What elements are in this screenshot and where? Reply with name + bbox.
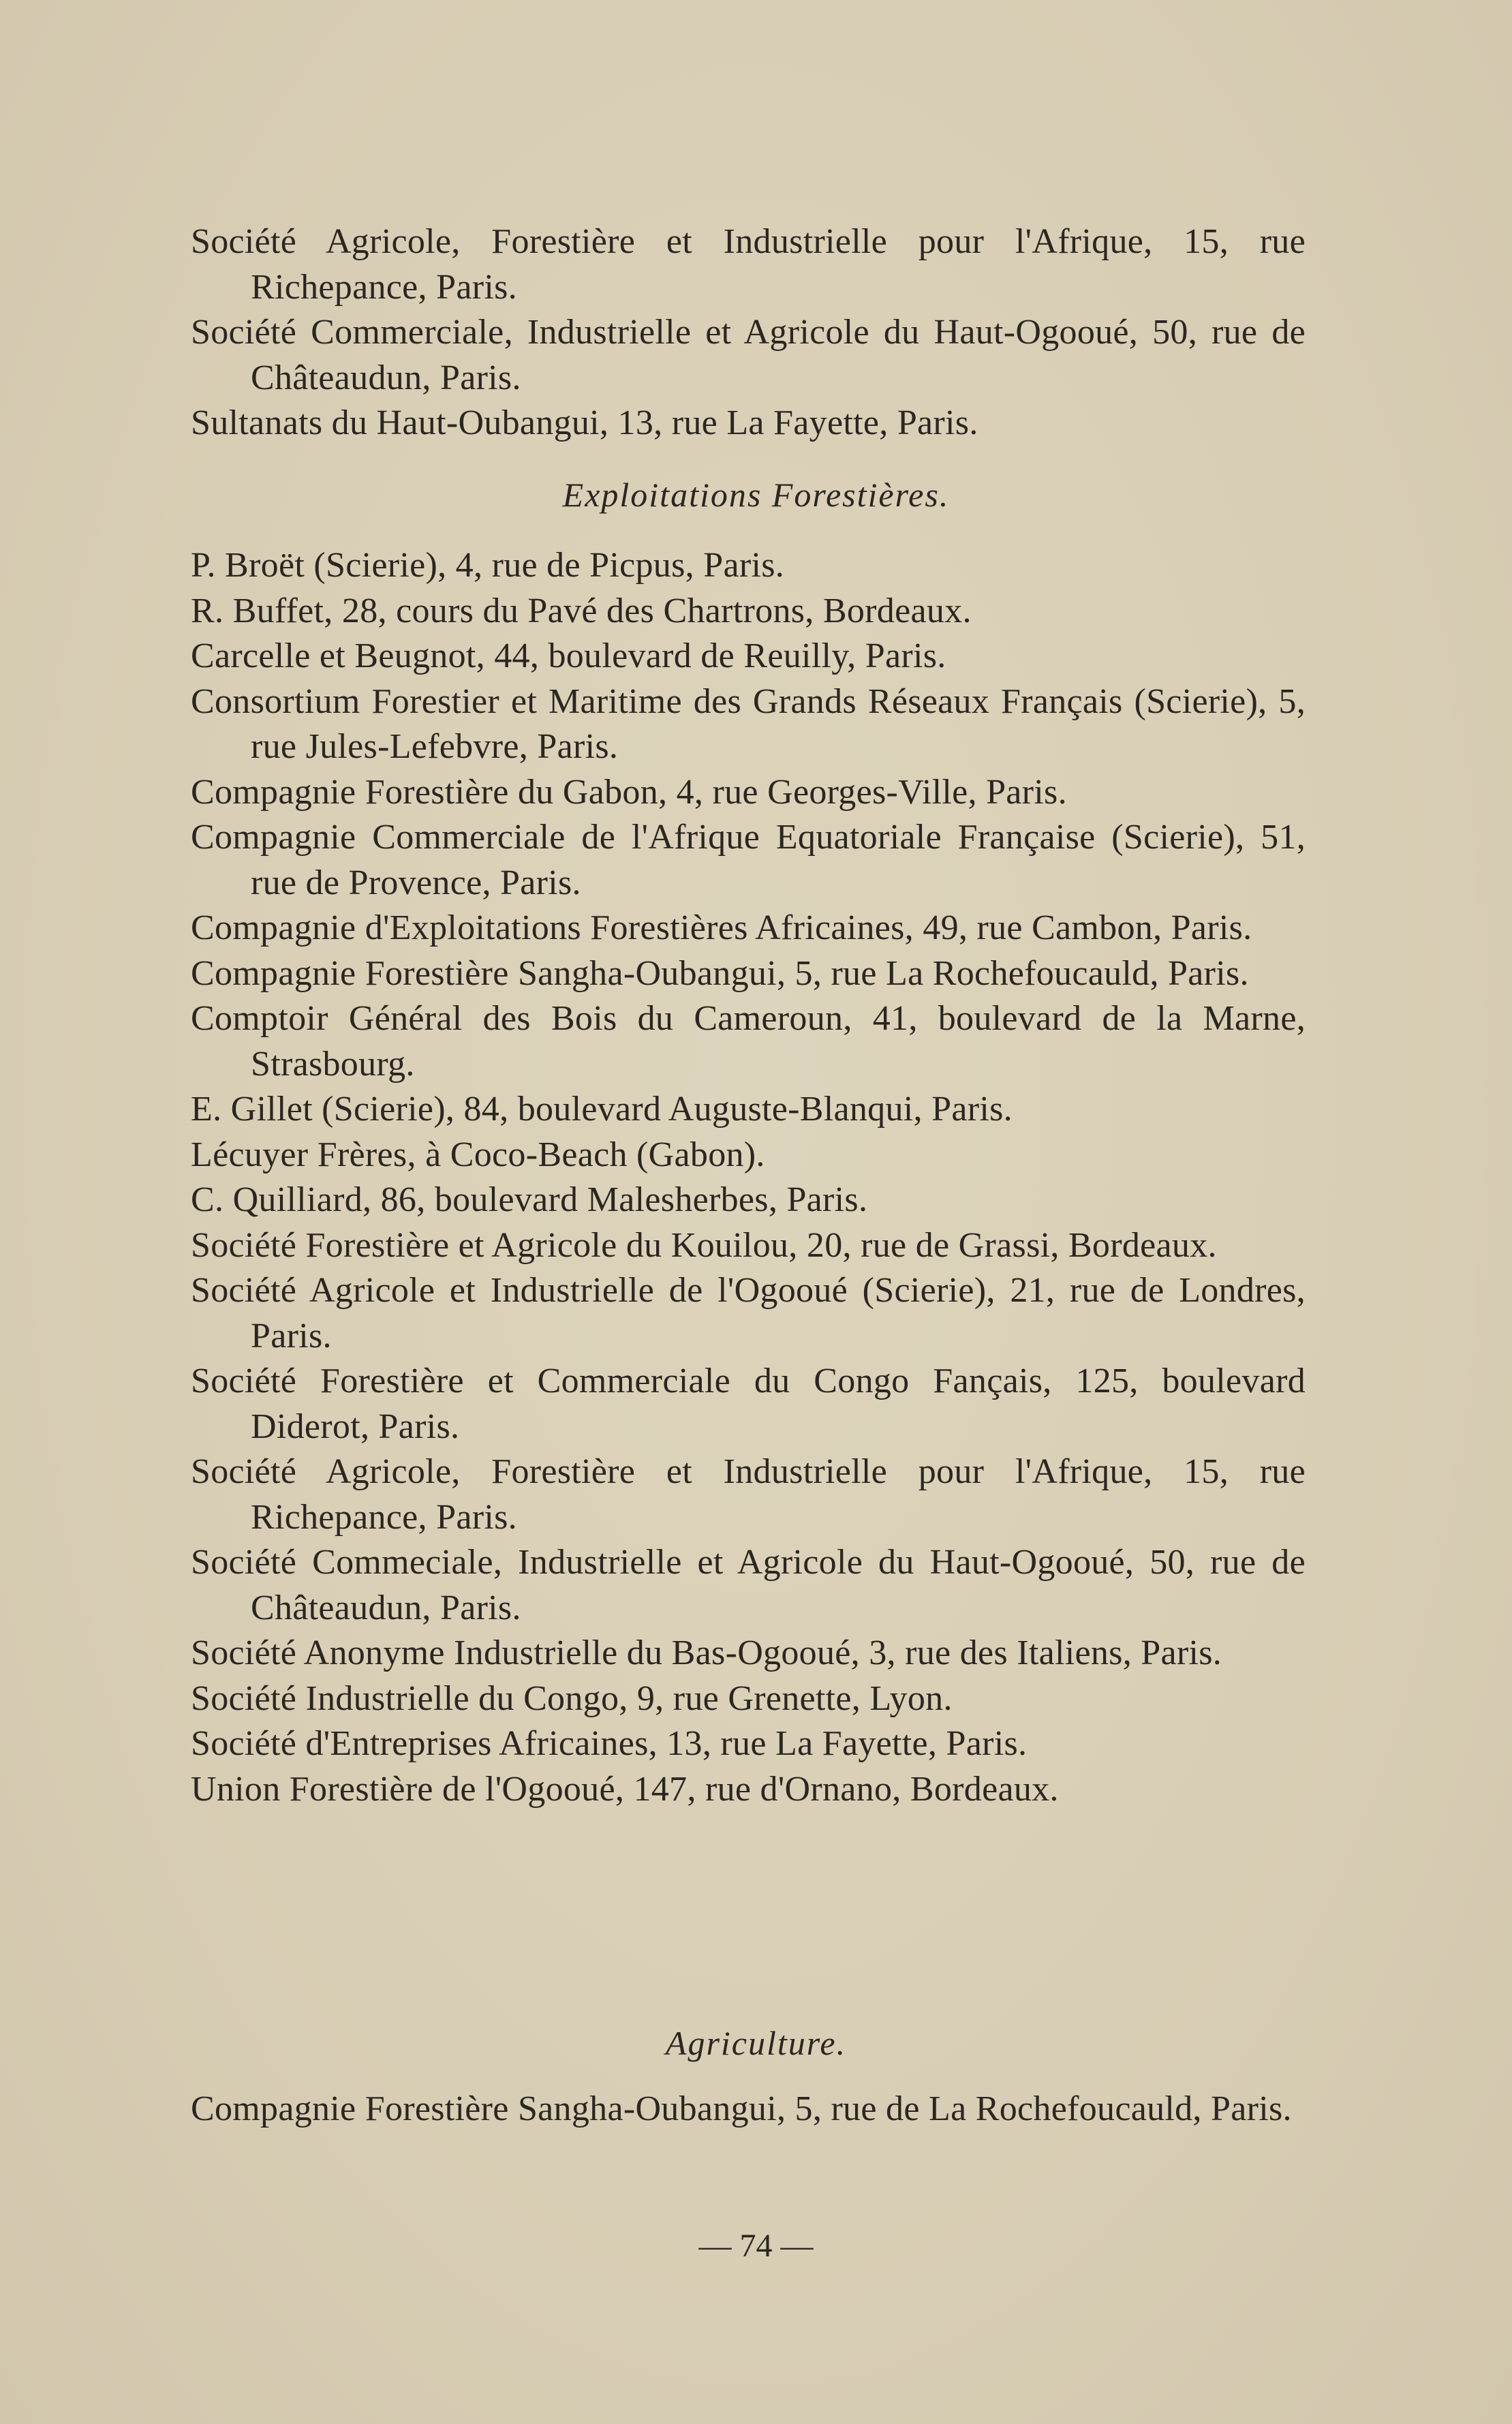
list-item: Compagnie Forestière du Gabon, 4, rue Georges-Ville, Paris. <box>191 772 1067 812</box>
list-item: Compagnie Forestière Sangha-Oubangui, 5, rue de La Rochefoucauld, Paris. <box>191 2089 1292 2128</box>
section-heading-exploitations: Exploitations Forestières. <box>562 476 950 514</box>
list-item: Sultanats du Haut-Oubangui, 13, rue La Fayette, Paris. <box>191 403 978 442</box>
list-item: Société Agricole, Forestière et Industrielle pour l'Afrique, 15, rue Richepance, Paris. <box>191 222 1306 307</box>
list-item: Société Commeciale, Industrielle et Agricole du Haut-Ogooué, 50, rue de Châteaudun, Paris. <box>191 1543 1306 1627</box>
page-number: — 74 — <box>698 2228 814 2264</box>
list-agriculture <box>191 2087 1306 2132</box>
list-item: Société Anonyme Industrielle du Bas-Ogooué, 3, rue des Italiens, Paris. <box>191 1633 1222 1672</box>
list-item: Union Forestière de l'Ogooué, 147, rue d'Ornano, Bordeaux. <box>191 1769 1059 1809</box>
section-heading-agriculture: Agriculture. <box>665 2024 847 2062</box>
list-item: R. Buffet, 28, cours du Pavé des Chartrons, Bordeaux. <box>191 591 972 630</box>
list-item: Société d'Entreprises Africaines, 13, rue La Fayette, Paris. <box>191 1724 1028 1763</box>
list-item: Compagnie Commerciale de l'Afrique Equatoriale Française (Scierie), 51, rue de Provence, Paris. <box>191 818 1306 902</box>
list-item: Carcelle et Beugnot, 44, boulevard de Reuilly, Paris. <box>191 636 946 675</box>
list-item: Société Commerciale, Industrielle et Agricole du Haut-Ogooué, 50, rue de Châteaudun, Paris. <box>191 313 1306 397</box>
list-continued <box>191 219 1306 446</box>
list-item: Société Agricole, Forestière et Industrielle pour l'Afrique, 15, rue Richepance, Paris. <box>191 1452 1306 1537</box>
list-item: Compagnie d'Exploitations Forestières Africaines, 49, rue Cambon, Paris. <box>191 908 1252 947</box>
list-exploitations <box>191 543 1306 1812</box>
list-item: Société Forestière et Agricole du Kouilou, 20, rue de Grassi, Bordeaux. <box>191 1225 1217 1265</box>
list-item: Société Industrielle du Congo, 9, rue Grenette, Lyon. <box>191 1678 953 1718</box>
list-item: E. Gillet (Scierie), 84, boulevard Auguste-Blanqui, Paris. <box>191 1090 1013 1129</box>
list-item: Lécuyer Frères, à Coco-Beach (Gabon). <box>191 1135 765 1174</box>
list-item: Consortium Forestier et Maritime des Grands Réseaux Français (Scierie), 5, rue Jules-Lefebvre, Paris. <box>191 681 1306 766</box>
list-item: Compagnie Forestière Sangha-Oubangui, 5, rue La Rochefoucauld, Paris. <box>191 953 1249 993</box>
list-item: C. Quilliard, 86, boulevard Malesherbes, Paris. <box>191 1180 868 1219</box>
list-item: Société Agricole et Industrielle de l'Ogooué (Scierie), 21, rue de Londres, Paris. <box>191 1271 1306 1355</box>
list-item: Société Forestière et Commerciale du Congo Fançais, 125, boulevard Diderot, Paris. <box>191 1362 1306 1446</box>
list-item: P. Broët (Scierie), 4, rue de Picpus, Paris. <box>191 546 785 585</box>
list-item: Comptoir Général des Bois du Cameroun, 41, boulevard de la Marne, Strasbourg. <box>191 999 1306 1084</box>
